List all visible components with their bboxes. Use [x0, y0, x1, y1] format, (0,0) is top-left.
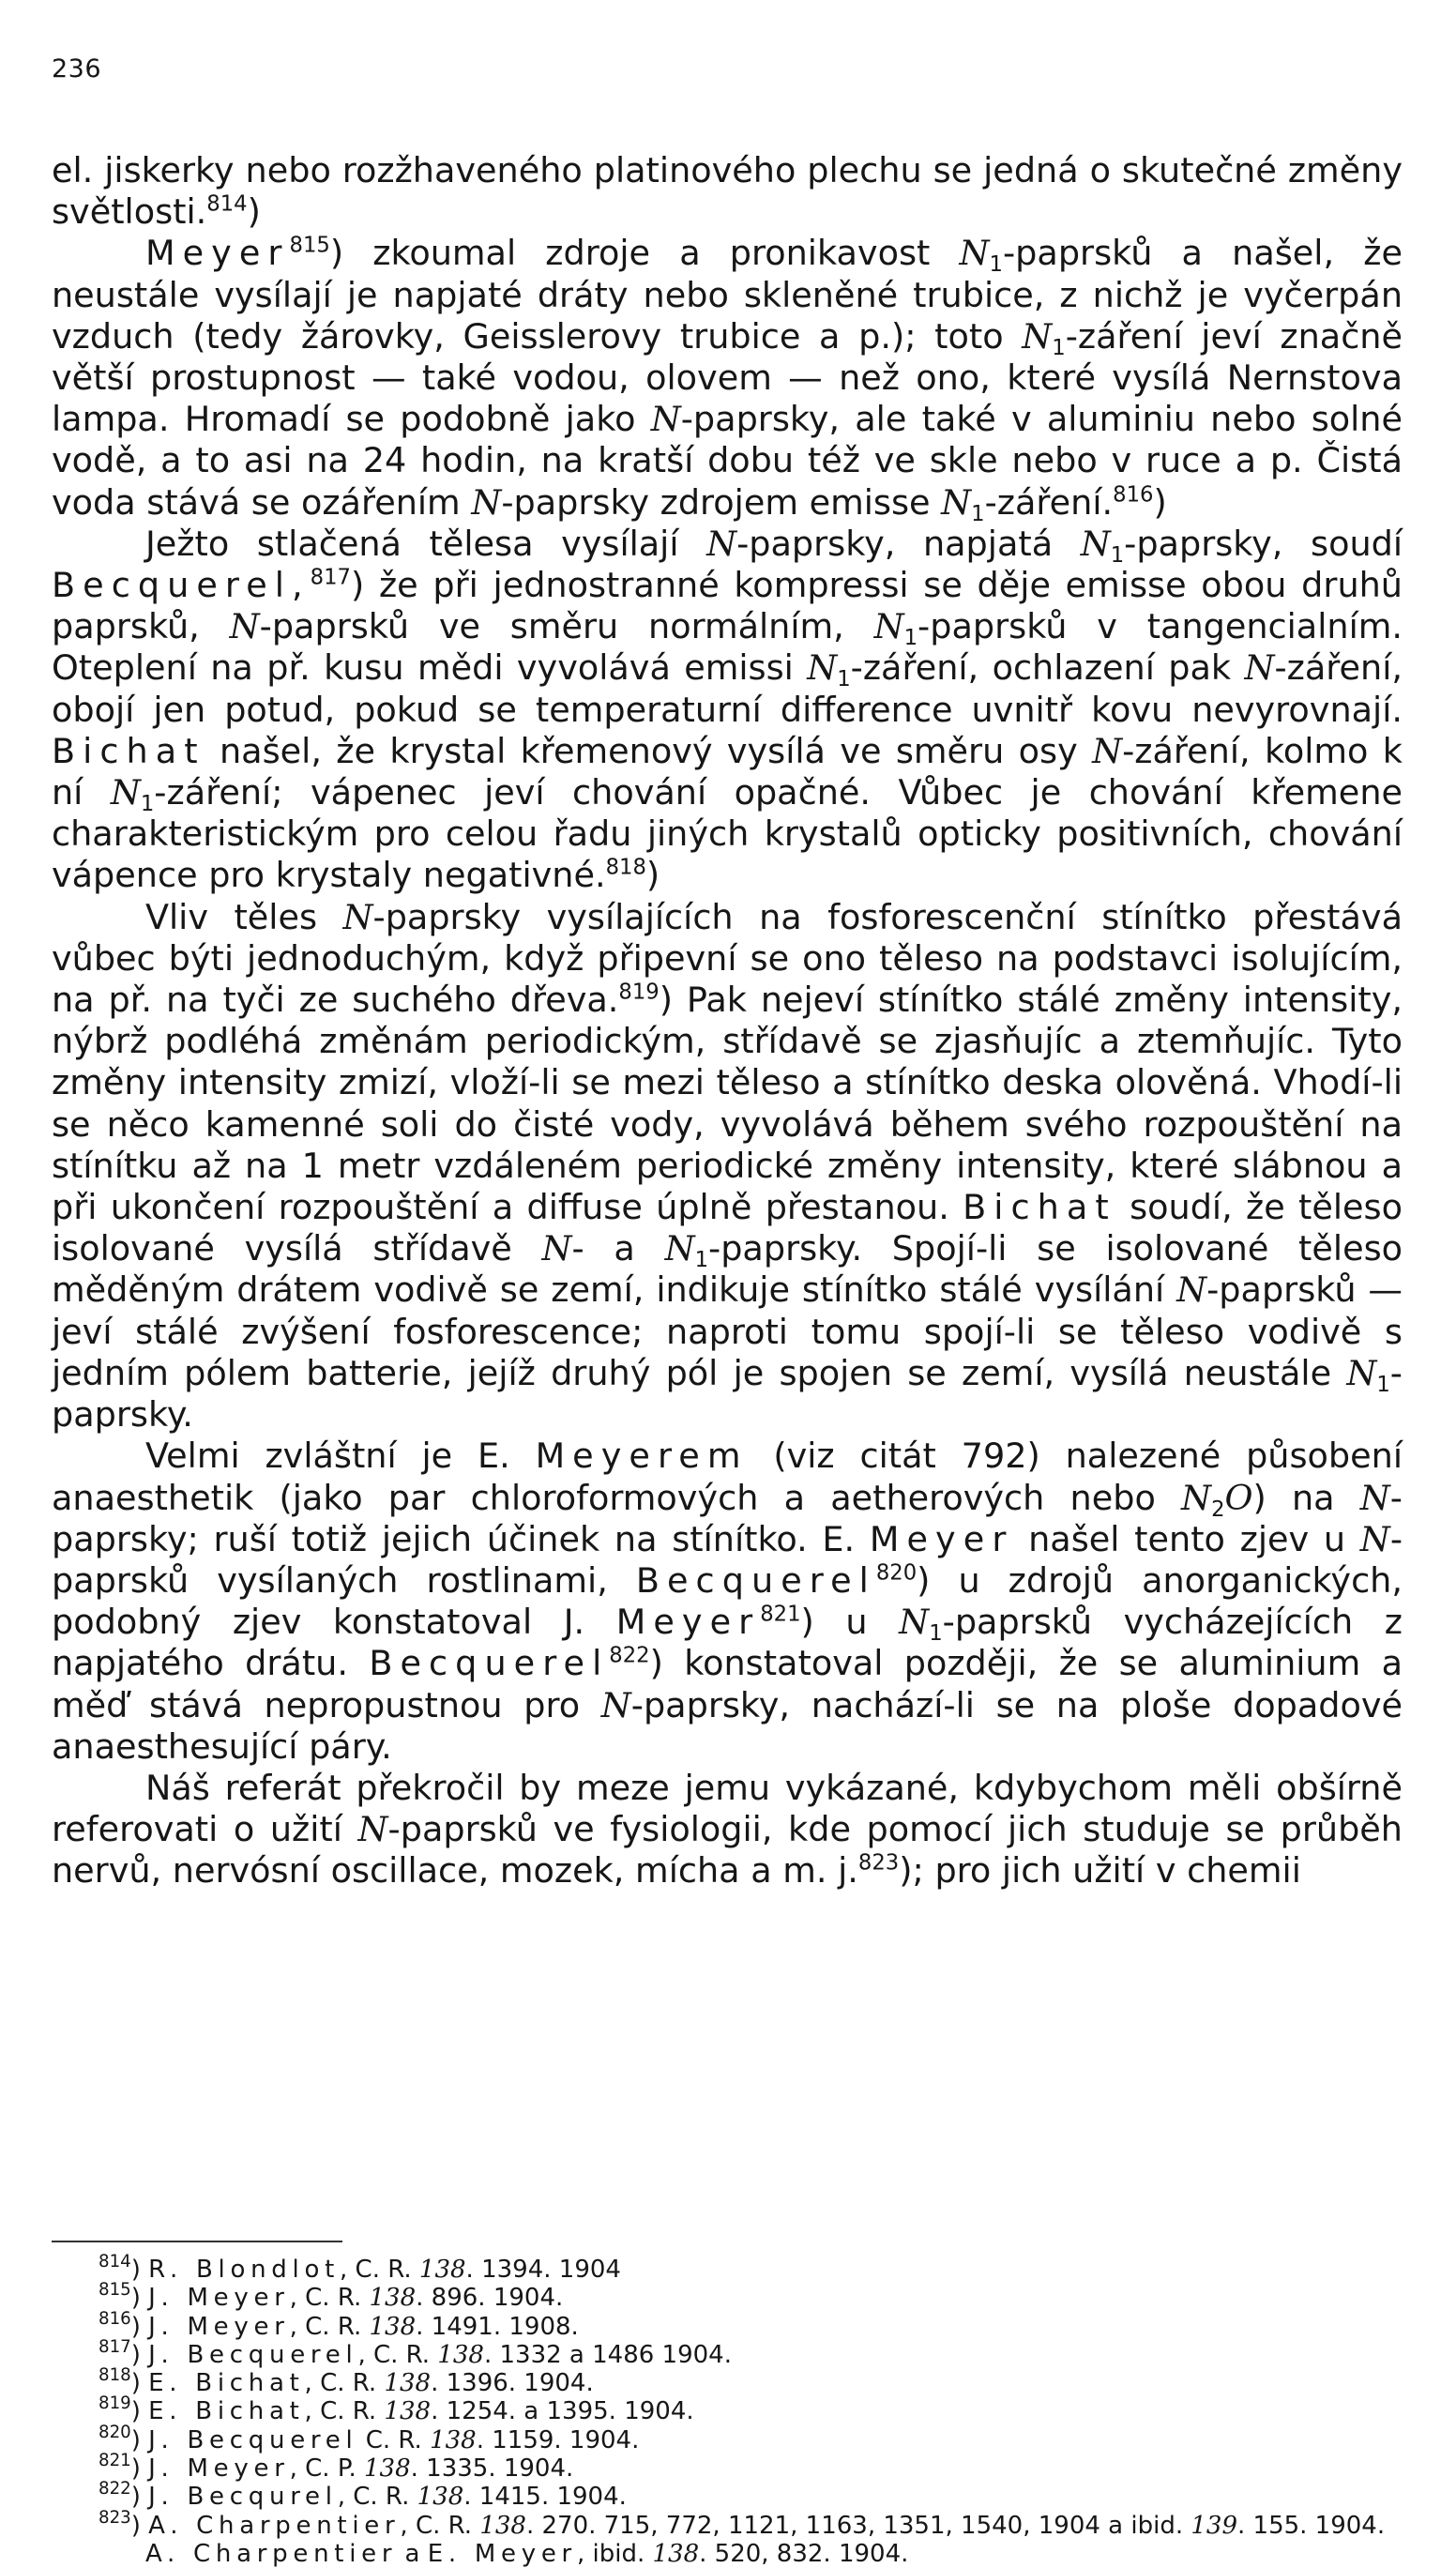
math-subscript: 1 — [929, 1620, 943, 1646]
paragraph-1 — [52, 150, 1403, 233]
footnote-number: $^{822}$) — [99, 2479, 149, 2512]
text-span: -paprsků vycházejících z napjatého drátu. — [52, 1602, 1403, 1684]
footnote-814 — [52, 2252, 1403, 2284]
footnote-rest: . 1415. 1904. — [463, 2483, 627, 2512]
text-span: ) zkoumal zdroje a pronikavost — [329, 233, 960, 274]
math-symbol: N — [1244, 647, 1275, 689]
footnote-rest: . 1254. a 1395. 1904. — [431, 2397, 694, 2426]
footnote-number-text: 818 — [99, 2365, 131, 2386]
footnote-number-text: 821 — [99, 2451, 131, 2471]
text-span: Vliv těles — [145, 896, 343, 937]
text-span: Ježto stlačená tělesa vysílají — [145, 523, 707, 564]
author-name: Meyer — [145, 233, 290, 274]
footnote-number: $^{821}$) — [99, 2451, 149, 2484]
math-symbol: N — [1092, 730, 1123, 771]
text-span: Velmi zvláštní je E. — [145, 1436, 536, 1477]
footnote-volume: 138 — [418, 2256, 466, 2284]
math-symbol: N — [1359, 1518, 1390, 1559]
footnote-volume: 138 — [430, 2425, 477, 2454]
text-span: ) Pak nejeví stínítko stálé změny intensity, nýbrž podléhá změnám periodickým, střídavě se zjasňujíc a ztemňujíc. Tyto změny intensity zmizí, vloží-li se mezi těleso a stínítko deska olověná. Vhodí-li se něco kamenné soli do čisté vody, vyvolává během svého rozpouštění na stínítku až na 1 metr vzdáleném periodické změny intensity, které slábnou a při ukončení rozpouštění a diffuse úplně přestanou. — [52, 980, 1403, 1228]
text-span: -záření; vápenec jeví chování opačné. Vůbec je chování křemene charakteristickým pro celou řadu jiných krystalů opticky positivních, chování vápence pro krystaly negativné. — [52, 772, 1403, 896]
footnotes — [52, 2252, 1403, 2568]
footnote-volume: 138 — [384, 2369, 432, 2398]
text-span: soudí, že těleso isolované vysílá střídavě — [52, 1187, 1403, 1269]
math-subscript: 1 — [1052, 335, 1066, 360]
footnote-ref: 823 — [857, 1850, 900, 1876]
math-subscript: 1 — [971, 501, 985, 526]
footnote-822 — [52, 2479, 1403, 2512]
footnote-ref: 819 — [618, 980, 660, 1005]
footnote-ref: 814 — [206, 191, 248, 217]
footnote-ref: 822 — [609, 1643, 650, 1668]
footnote-author: J. Becqurel — [148, 2483, 338, 2512]
text-span: ) u — [800, 1602, 900, 1643]
author-name: Meyerem — [535, 1436, 749, 1477]
footnote-817 — [52, 2336, 1403, 2369]
text-span: -paprsků vysílaných rostlinami, — [52, 1518, 1403, 1601]
footnote-author: J. Meyer — [148, 2454, 290, 2484]
text-span: -paprsků ve fysiologii, kde pomocí jich studuje se průběh nervů, nervósní oscillace, mozek, mícha a m. j. — [52, 1809, 1403, 1892]
footnote-rest: a — [397, 2539, 428, 2568]
math-symbol: N — [110, 772, 141, 813]
footnote-number: $^{818}$) — [99, 2365, 149, 2398]
footnote-author: E. Meyer — [427, 2539, 577, 2568]
footnote-ref: 820 — [875, 1560, 918, 1586]
footnote-number: $^{814}$) — [99, 2252, 149, 2284]
text-span: Náš referát překročil by meze jemu vykázané, kdybychom měli obšírně referovati o užití — [52, 1767, 1403, 1850]
text-span: ) — [247, 191, 261, 233]
math-symbol: N — [600, 1684, 631, 1725]
footnote-number-text: 817 — [99, 2336, 131, 2357]
math-subscript: 1 — [1376, 1372, 1390, 1397]
footnote-ref: 815 — [289, 233, 330, 258]
footnote-author: E. Bichat — [148, 2397, 305, 2426]
paragraph-3 — [52, 524, 1403, 897]
footnote-author: E. Bichat — [148, 2369, 305, 2398]
text-span: našel, že krystal křemenový vysílá ve směru osy — [205, 730, 1093, 771]
paragraph-4 — [52, 897, 1403, 1436]
math-symbol: N — [807, 647, 838, 689]
text-span: -záření, obojí jen potud, pokud se temperaturní difference uvnitř kovu nevyrovnají. — [52, 647, 1403, 730]
footnote-volume: 138 — [369, 2312, 417, 2341]
footnote-author: A. Charpentier — [145, 2539, 398, 2568]
text-span: -záření. — [984, 481, 1114, 523]
text-span: -záření, kolmo k ní — [52, 730, 1403, 813]
footnote-rest: . 520, 832. 1904. — [699, 2539, 909, 2568]
footnote-number: $^{816}$) — [99, 2308, 149, 2341]
text-span: ) u zdrojů anorganických, podobný zjev konstatoval J. — [52, 1559, 1403, 1643]
footnote-journal: , C. R. — [304, 2397, 385, 2426]
footnote-rest: . 1394. 1904 — [465, 2256, 621, 2284]
footnote-rest: , ibid. — [576, 2539, 653, 2568]
text-span: -paprsky, soudí — [1124, 523, 1403, 564]
math-symbol: N — [873, 606, 904, 647]
footnote-rest: . 270. 715, 772, 1121, 1163, 1351, 1540, 1904 a ibid. — [525, 2511, 1191, 2540]
text-span: -záření, ochlazení pak — [850, 647, 1245, 689]
footnote-volume: 138 — [437, 2340, 484, 2369]
footnote-820 — [52, 2422, 1403, 2454]
footnote-819 — [52, 2393, 1403, 2426]
footnote-author: J. Becquerel — [148, 2340, 358, 2369]
text-span: -paprsků ve směru normálním, — [259, 606, 874, 647]
math-symbol: N — [664, 1228, 695, 1269]
math-subscript: 1 — [694, 1248, 709, 1273]
text-span: ) že při jednostranné kompressi se děje emisse obou druhů paprsků, — [52, 565, 1403, 647]
math-symbol: N — [1022, 315, 1053, 357]
footnote-journal: , C. R. — [400, 2511, 480, 2540]
author-name: Becquerel, — [52, 565, 311, 606]
footnote-number-text: 815 — [99, 2280, 131, 2301]
text-span: ); pro jich užití v chemii — [899, 1850, 1301, 1892]
paragraph-5 — [52, 1436, 1403, 1768]
footnote-volume: 138 — [363, 2454, 411, 2484]
footnote-journal: , C. R. — [304, 2369, 385, 2398]
footnote-rest: . 896. 1904. — [416, 2284, 564, 2313]
author-name: Becquerel — [369, 1643, 610, 1684]
math-symbol: N — [471, 481, 502, 523]
footnote-volume: 139 — [1191, 2511, 1237, 2540]
footnote-818 — [52, 2365, 1403, 2398]
math-symbol: N — [706, 523, 737, 564]
footnote-number-text: 816 — [99, 2308, 131, 2329]
text-span: našel tento zjev u — [1013, 1518, 1360, 1559]
text-span: -paprsky, napjatá — [736, 523, 1081, 564]
footnote-rest: . 1335. 1904. — [410, 2454, 574, 2484]
math-symbol: N — [342, 896, 373, 937]
footnote-journal: , C. R. — [340, 2256, 419, 2284]
footnote-number-text: 822 — [99, 2479, 131, 2500]
footnote-815 — [52, 2280, 1403, 2313]
footnote-journal: , C. R. — [289, 2312, 370, 2341]
math-subscript: 1 — [903, 626, 918, 651]
text-span: ) — [1153, 481, 1167, 523]
footnote-ref: 817 — [310, 565, 351, 590]
math-subscript: 1 — [140, 791, 155, 816]
footnote-number: $^{820}$) — [99, 2422, 149, 2454]
text-span: ) na — [1252, 1477, 1360, 1518]
footnote-823 — [52, 2507, 1403, 2568]
text-span: ) — [645, 855, 660, 896]
page-number: 236 — [52, 54, 102, 84]
footnote-ref: 816 — [1113, 482, 1154, 508]
footnote-rest: . 1332 a 1486 1904. — [483, 2340, 732, 2369]
footnote-number-text: 823 — [99, 2507, 131, 2528]
text-span: -paprsky zdrojem emisse — [501, 481, 942, 523]
math-symbol: N — [357, 1809, 388, 1850]
math-subscript: 1 — [837, 667, 851, 692]
footnote-rest: . 1396. 1904. — [431, 2369, 594, 2398]
text-span: -paprsky, ale také v aluminiu nebo solné vodě, a to asi na 24 hodin, na kratší dobu též ve skle nebo v ruce a p. Čistá voda stává se ozářením — [52, 399, 1403, 523]
author-name: Meyer — [869, 1518, 1014, 1559]
footnote-816 — [52, 2308, 1403, 2341]
body-text — [52, 150, 1403, 1892]
footnote-rest: . 1491. 1908. — [416, 2312, 579, 2341]
math-symbol: N — [541, 1228, 572, 1269]
math-symbol: N — [899, 1602, 930, 1643]
math-symbol: N — [941, 481, 972, 523]
text-span: -záření jeví značně větší prostupnost — také vodou, olovem — než ono, které vysílá Nernstova lampa. Hromadí se podobně jako — [52, 315, 1403, 440]
footnote-divider — [52, 2241, 342, 2242]
text-span: - a — [571, 1228, 665, 1269]
footnote-number: $^{817}$) — [99, 2336, 149, 2369]
text-span: -paprsky, nachází-li se na ploše dopadové anaesthesující páry. — [52, 1684, 1403, 1767]
math-symbol: N — [1359, 1477, 1390, 1518]
math-subscript: 2 — [1211, 1497, 1225, 1522]
math-symbol: N — [650, 399, 681, 440]
text-span: (viz citát 792) nalezené působení anaesthetik (jako par chloroformových a aetherových nebo — [52, 1436, 1403, 1518]
math-subscript: 1 — [1110, 542, 1125, 568]
text-span: el. jiskerky nebo rozžhaveného platinového plechu se jedná o skutečné změny světlosti. — [52, 150, 1403, 233]
math-symbol: N — [1346, 1352, 1377, 1393]
footnote-number-text: 814 — [99, 2252, 131, 2272]
footnote-number-text: 819 — [99, 2393, 131, 2414]
footnote-journal: C. R. — [357, 2425, 431, 2454]
footnote-author: J. Meyer — [148, 2284, 290, 2313]
author-name: Becquerel — [635, 1559, 876, 1601]
author-name: Meyer — [615, 1602, 761, 1643]
text-span: -paprsky vysílajících na fosforescenční stínítko přestává vůbec býti jednoduchým, když připevní se ono těleso na podstavci isolujícím, na př. na tyči ze suchého dřeva. — [52, 896, 1403, 1021]
footnote-journal: , C. R. — [289, 2284, 370, 2313]
math-subscript: 1 — [989, 252, 1003, 278]
paragraph-6 — [52, 1768, 1403, 1892]
math-symbol: N — [229, 606, 260, 647]
footnote-journal: , C. R. — [357, 2340, 438, 2369]
footnote-volume: 138 — [479, 2511, 526, 2540]
author-name: Bichat — [52, 730, 205, 771]
text-span: -paprsků — jeví stálé zvýšení fosforescence; naproti tomu spojí-li se těleso vodivě s jedním pólem batterie, jejíž druhý pól je spojen se zemí, vysílá neustále — [52, 1269, 1403, 1393]
math-symbol: O — [1224, 1477, 1253, 1518]
footnote-ref: 821 — [760, 1602, 801, 1627]
text-span: ) konstatoval později, že se aluminium a měď stává nepropustnou pro — [52, 1643, 1403, 1725]
author-name: Bichat — [963, 1187, 1116, 1228]
footnote-author: R. Blondlot — [148, 2256, 341, 2284]
footnote-volume: 138 — [369, 2284, 417, 2313]
text-span: -paprsky. Spojí-li se isolované těleso měděným drátem vodivě se zemí, indikuje stínítko stálé vysílání — [52, 1228, 1403, 1311]
footnote-number: $^{823}$) — [99, 2507, 149, 2540]
footnote-author: A. Charpentier — [148, 2511, 401, 2540]
footnote-821 — [52, 2451, 1403, 2484]
text-span: -paprsků a našel, že neustále vysílají je napjaté dráty nebo skleněné trubice, z nichž je vyčerpán vzduch (tedy žárovky, Geisslerovy trubice a p.); toto — [52, 233, 1403, 357]
footnote-number-text: 820 — [99, 2422, 131, 2442]
footnote-author: J. Becquerel — [148, 2425, 358, 2454]
footnote-number: $^{815}$) — [99, 2280, 149, 2313]
footnote-volume: 138 — [384, 2397, 432, 2426]
footnote-ref: 818 — [605, 855, 646, 880]
footnote-number: $^{819}$) — [99, 2393, 149, 2426]
footnote-author: J. Meyer — [148, 2312, 290, 2341]
footnote-rest: . 155. 1904. — [1237, 2511, 1386, 2540]
paragraph-2 — [52, 233, 1403, 526]
math-symbol: N — [1176, 1269, 1207, 1311]
text-span: -paprsky; ruší totiž jejich účinek na stínítko. E. — [52, 1477, 1403, 1559]
footnote-journal: , C. R. — [337, 2483, 417, 2512]
footnote-rest: . 1159. 1904. — [476, 2425, 640, 2454]
footnote-volume: 138 — [417, 2483, 464, 2512]
text-span: -paprsky. — [52, 1352, 1403, 1436]
math-symbol: N — [1080, 523, 1111, 564]
math-symbol: N — [1181, 1477, 1212, 1518]
text-span: -paprsků v tangencialním. Oteplení na př. kusu mědi vyvolává emissi — [52, 606, 1403, 689]
footnote-journal: , C. P. — [289, 2454, 364, 2484]
footnote-volume: 138 — [652, 2539, 700, 2568]
math-symbol: N — [959, 233, 990, 274]
